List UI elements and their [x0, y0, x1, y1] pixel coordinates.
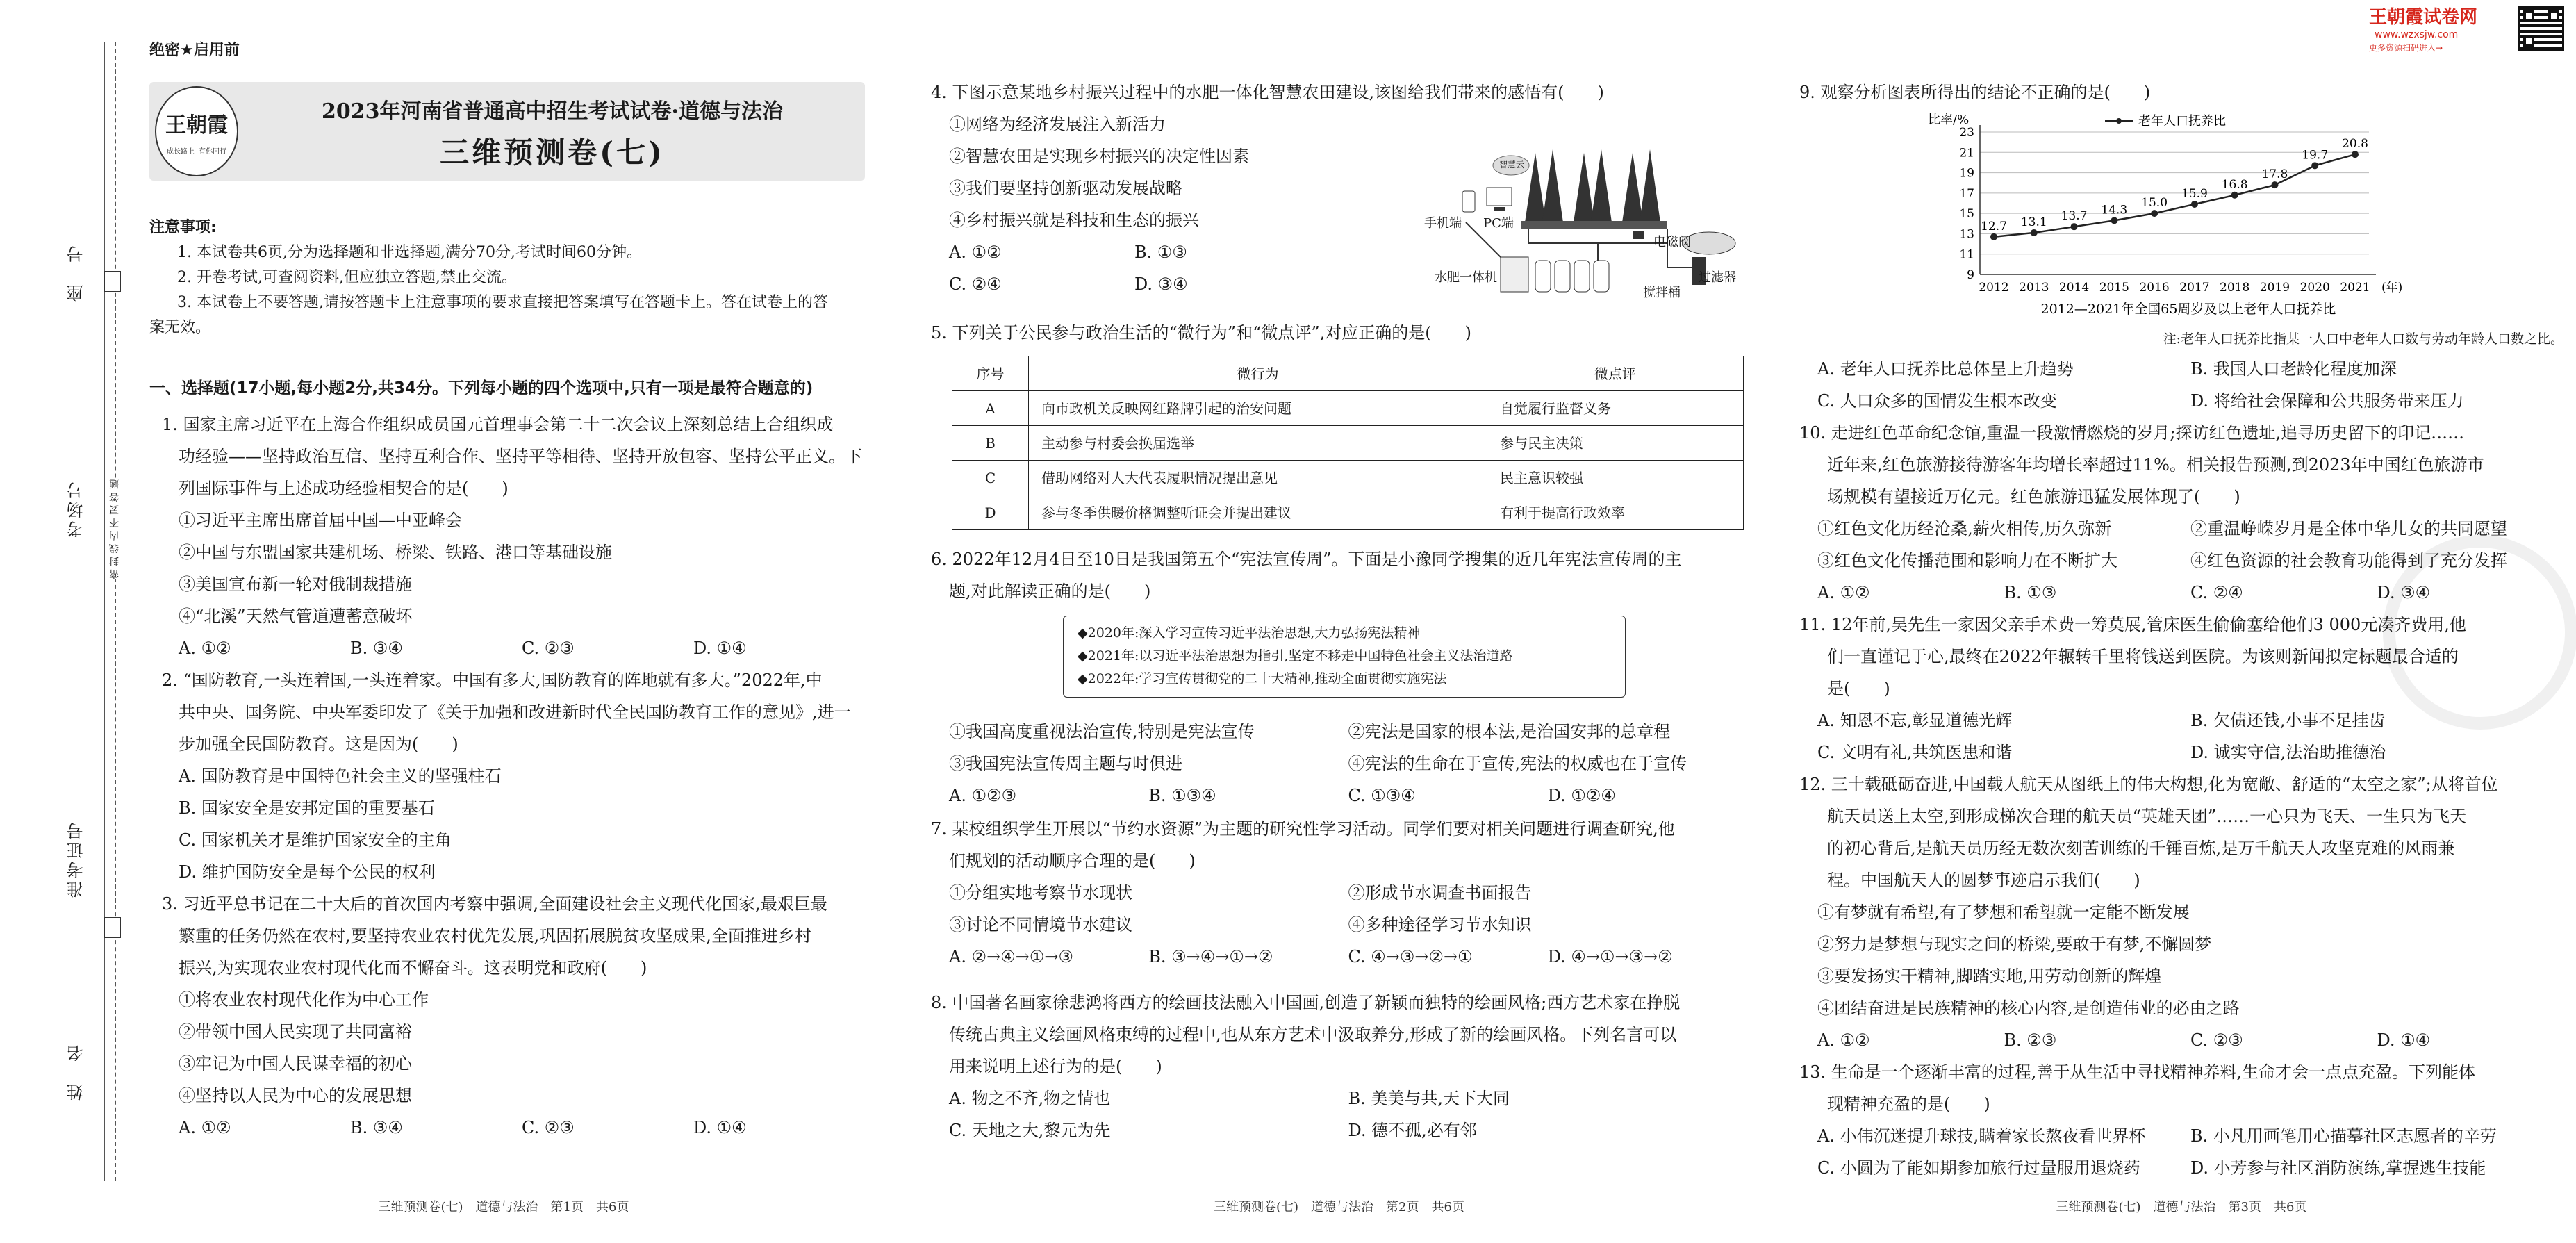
chart-point [2271, 181, 2278, 188]
figure-label-tank: 搅拌桶 [1643, 286, 1681, 300]
chart-x-tick: 2012 [1979, 281, 2009, 295]
chart-legend-marker [2116, 118, 2122, 124]
chart-y-tick: 19 [1959, 166, 1974, 181]
q2-line: 2. “国防教育,一头连着国,一头连着家。中国有多大,国防教育的阵地就有多大。”2022年,中 [162, 670, 823, 690]
logo-tag-left: 成长路上 [167, 148, 195, 156]
q8-line: 用来说明上述行为的是( ) [949, 1057, 1162, 1076]
q7-item: ②形成节水调查书面报告 [1348, 883, 1532, 903]
figure-label-phone: 手机端 [1424, 216, 1462, 231]
question-1 [149, 409, 865, 664]
q1-item: ③美国宣布新一轮对俄制裁措施 [179, 575, 412, 594]
q5-cell: C [952, 461, 1029, 495]
chart-y-tick: 15 [1959, 207, 1974, 222]
q1-item: ④“北溪”天然气管道遭蓄意破坏 [179, 607, 413, 626]
population-chart [1924, 111, 2411, 320]
chart-x-tick: 2020 [2300, 281, 2330, 295]
q13-line: 现精神充盈的是( ) [1827, 1094, 1990, 1114]
q4-line: 4. 下图示意某地乡村振兴过程中的水肥一体化智慧农田建设,该图给我们带来的感悟有( ) [931, 83, 1604, 102]
question-9-options [1799, 353, 2563, 417]
chart-series-line [1994, 154, 2355, 237]
q3-item: ④坚持以人民为中心的发展思想 [179, 1086, 412, 1105]
chart-x-tick: 2019 [2259, 281, 2290, 295]
chart-data-label: 14.3 [2101, 203, 2128, 217]
q11-option-a[interactable]: A. 知恩不忘,彰显道德光辉 [1817, 711, 2013, 730]
q3-option-a[interactable]: A. ①② [179, 1118, 231, 1137]
q6-option-b[interactable]: B. ①③④ [1148, 786, 1216, 805]
q12-line: 12. 三十载砥砺奋进,中国载人航天从图纸上的伟大构想,化为宽敞、舒适的“太空之家”;从将首位 [1799, 775, 2498, 794]
pc-icon [1487, 188, 1512, 211]
q4-item: ②智慧农田是实现乡村振兴的决定性因素 [949, 147, 1249, 166]
q8-option-a[interactable]: A. 物之不齐,物之情也 [949, 1089, 1111, 1108]
q6-line: 题,对此解读正确的是( ) [949, 582, 1151, 601]
chart-x-tick: 2014 [2058, 281, 2090, 295]
chart-data-label: 15.9 [2181, 186, 2208, 201]
logo-text: 王朝霞 [165, 113, 228, 138]
q5-header-behavior: 微行为 [1029, 356, 1487, 391]
note-item: 案无效。 [149, 319, 211, 336]
q12-item: ①有梦就有希望,有了梦想和希望就一定能不断发展 [1817, 903, 2190, 922]
q13-line: 13. 生命是一个逐渐丰富的过程,善于从生活中寻找精神养料,生命才会一点点充盈。下列能体 [1799, 1062, 2476, 1082]
brand-name: 王朝霞试卷网 [2369, 7, 2478, 28]
page-3-footer: 三维预测卷(七) 道德与法治 第3页 共6页 [2056, 1200, 2307, 1215]
q1-option-c[interactable]: C. ②③ [522, 639, 575, 658]
qr-code-icon[interactable] [2518, 6, 2564, 51]
chart-y-label: 比率/% [1928, 113, 1970, 127]
q6-item: ①我国高度重视法治宣传,特别是宪法宣传 [949, 722, 1255, 741]
chart-x-tick: 2021 [2340, 281, 2370, 295]
q12-item: ③要发扬实干精神,脚踏实地,用劳动创新的辉煌 [1817, 966, 2162, 986]
q11-option-d[interactable]: D. 诚实守信,法治助推德治 [2190, 743, 2386, 762]
q7-option-c[interactable]: C. ④→③→②→① [1348, 947, 1473, 966]
q5-cell: D [952, 495, 1029, 530]
q6-box-line: ◆2022年:学习宣传贯彻党的二十大精神,推动全面贯彻实施宪法 [1078, 671, 1447, 686]
q4-option-c[interactable]: C. ②④ [949, 274, 1002, 294]
q10-option-a[interactable]: A. ①② [1817, 583, 1870, 602]
figure-label-cloud: 智慧云 [1499, 160, 1525, 170]
q5-table-wrap [952, 356, 1744, 530]
q5-cell: 自觉履行监督义务 [1487, 391, 1744, 426]
q12-item: ④团结奋进是民族精神的核心内容,是创造伟业的必由之路 [1817, 998, 2240, 1018]
note-item: 2. 开卷考试,可查阅资料,但应独立答题,禁止交流。 [177, 269, 517, 286]
chart-y-tick: 13 [1959, 227, 1974, 242]
exam-title: 2023年河南省普通高中招生考试试卷·道德与法治 [322, 99, 783, 124]
q8-option-c[interactable]: C. 天地之大,黎元为先 [949, 1121, 1111, 1140]
exam-subtitle: 三维预测卷(七) [440, 135, 665, 170]
chart-point [2111, 217, 2117, 224]
q6-option-a[interactable]: A. ①②③ [949, 786, 1017, 805]
table-row [952, 461, 1744, 495]
q3-line: 繁重的任务仍然在农村,要坚持农业农村优先发展,巩固拓展脱贫攻坚成果,全面推进乡村 [179, 926, 811, 946]
q12-line: 的初心背后,是航天员历经无数次刻苦训练的千锤百炼,是万千航天人攻坚克难的风雨兼 [1827, 839, 2455, 858]
q7-item: ①分组实地考察节水现状 [949, 883, 1132, 903]
q5-cell: 参与冬季供暖价格调整听证会并提出建议 [1029, 495, 1487, 530]
q6-option-d[interactable]: D. ①②④ [1547, 786, 1616, 805]
figure-label-filter: 过滤器 [1699, 270, 1736, 285]
page-2 [931, 0, 1747, 1243]
page-1-footer: 三维预测卷(七) 道德与法治 第1页 共6页 [378, 1200, 629, 1215]
q6-box-line: ◆2021年:以习近平法治思想为指引,坚定不移走中国特色社会主义法治道路 [1078, 648, 1513, 664]
q7-option-d[interactable]: D. ④→①→③→② [1547, 947, 1673, 966]
q5-cell: 民主意识较强 [1487, 461, 1744, 495]
q5-cell: 有利于提高行政效率 [1487, 495, 1744, 530]
q10-line: 近年来,红色旅游接待游客年均增长率超过11%。相关报告预测,到2023年中国红色旅游市 [1827, 455, 2484, 475]
seat-box[interactable] [104, 271, 121, 292]
q12-option-d[interactable]: D. ①④ [2377, 1030, 2431, 1050]
chart-y-tick: 11 [1959, 247, 1974, 262]
chart-x-tick: 2016 [2139, 281, 2170, 295]
binding-dashed-line [115, 42, 116, 1181]
q9-note: 注:老年人口抚养比指某一人口中老年人口数与劳动年龄人口数之比。 [2163, 331, 2563, 347]
q11-line: 是( ) [1827, 679, 1890, 698]
valve-icon [1633, 231, 1644, 239]
q12-option-b[interactable]: B. ②③ [2004, 1030, 2057, 1050]
q9-option-b[interactable]: B. 我国人口老龄化程度加深 [2190, 359, 2397, 379]
q6-item: ②宪法是国家的根本法,是治国安邦的总章程 [1348, 722, 1671, 741]
q4-option-a[interactable]: A. ①② [949, 242, 1002, 262]
q8-line: 传统古典主义绘画风格束缚的过程中,也从东方艺术中汲取养分,形成了新的绘画风格。下列名言可以 [949, 1025, 1677, 1044]
page-2-footer: 三维预测卷(七) 道德与法治 第2页 共6页 [1214, 1200, 1464, 1215]
q6-box-line: ◆2020年:深入学习宣传习近平法治思想,大力弘扬宪法精神 [1078, 625, 1421, 641]
figure-label-valve: 电磁阀 [1653, 235, 1691, 249]
q4-item: ①网络为经济发展注入新活力 [949, 115, 1166, 134]
q7-option-a[interactable]: A. ②→④→①→③ [949, 947, 1073, 966]
chart-point [2352, 151, 2359, 158]
q12-item: ②努力是梦想与现实之间的桥梁,要敢于有梦,不懈圆梦 [1817, 935, 2212, 954]
q2-option-c[interactable]: C. 国家机关才是维护国家安全的主角 [179, 830, 452, 850]
chart-x-tick: 2018 [2220, 281, 2250, 295]
q10-option-c[interactable]: C. ②④ [2190, 583, 2243, 602]
note-item: 1. 本试卷共6页,分为选择题和非选择题,满分70分,考试时间60分钟。 [177, 244, 642, 261]
question-2 [149, 664, 865, 888]
question-10 [1799, 417, 2563, 609]
q8-line: 8. 中国著名画家徐悲鸿将西方的绘画技法融入中国画,创造了新颖而独特的绘画风格;西方艺术家在挣脱 [931, 993, 1681, 1012]
question-7 [931, 813, 1747, 973]
q13-option-b[interactable]: B. 小凡用画笔用心描摹社区志愿者的辛劳 [2190, 1126, 2497, 1146]
smart-farm-figure [1424, 146, 1744, 302]
chart-data-label: 13.7 [2061, 209, 2088, 224]
q5-header-seq: 序号 [952, 356, 1029, 391]
question-6 [931, 543, 1747, 607]
page-1 [139, 0, 868, 1243]
plant-rows [1525, 149, 1660, 222]
q3-item: ②带领中国人民实现了共同富裕 [179, 1022, 412, 1042]
q7-item: ④多种途径学习节水知识 [1348, 915, 1532, 935]
machine-icon [1501, 257, 1528, 292]
binding-margin [0, 0, 125, 1243]
q3-item: ①将农业农村现代化作为中心工作 [179, 990, 429, 1010]
q7-option-b[interactable]: B. ③→④→①→② [1148, 947, 1273, 966]
seal-text: 密 封 线 内 不 要 答 题 [109, 479, 120, 579]
q1-line: 列国际事件与上述成功经验相契合的是( ) [179, 479, 509, 498]
q10-line: 10. 走进红色革命纪念馆,重温一段激情燃烧的岁月;探访红色遗址,追寻历史留下的印记…… [1799, 423, 2465, 443]
phone-icon [1462, 191, 1475, 212]
q2-option-a[interactable]: A. 国防教育是中国特色社会主义的坚强柱石 [179, 766, 502, 786]
q11-line: 们一直谨记于心,最终在2022年辗转千里将钱送到医院。为该则新闻拟定标题最合适的 [1827, 647, 2459, 666]
q13-option-d[interactable]: D. 小芳参与社区消防演练,掌握逃生技能 [2190, 1158, 2486, 1178]
q2-line: 步加强全民国防教育。这是因为( ) [179, 734, 459, 754]
q4-option-d[interactable]: D. ③④ [1134, 274, 1188, 294]
q2-option-d[interactable]: D. 维护国防安全是每个公民的权利 [179, 862, 436, 882]
brand-url: www.wzxsjw.com [2375, 29, 2459, 40]
q5-cell: A [952, 391, 1029, 426]
q3-item: ③牢记为中国人民谋幸福的初心 [179, 1054, 412, 1073]
figure-label-pc: PC端 [1483, 216, 1514, 231]
q5-cell: 借助网络对人大代表履职情况提出意见 [1029, 461, 1487, 495]
q11-option-b[interactable]: B. 欠债还钱,小事不足挂齿 [2190, 711, 2386, 730]
chart-y-tick: 21 [1959, 146, 1974, 160]
brand-banner [2369, 4, 2570, 60]
q11-option-c[interactable]: C. 文明有礼,共筑医患和谐 [1817, 743, 2013, 762]
chart-y-tick: 9 [1967, 268, 1974, 282]
q6-line: 6. 2022年12月4日至10日是我国第五个“宪法宣传周”。下面是小豫同学搜集的近几年宪法宣传周的主 [931, 550, 1682, 569]
q10-item: ③红色文化传播范围和影响力在不断扩大 [1817, 551, 2117, 570]
chart-y-tick: 23 [1959, 126, 1974, 140]
room-label: 考场号 [67, 479, 86, 538]
question-3 [149, 888, 865, 1144]
q5-table [952, 356, 1744, 530]
q10-item: ②重温峥嵘岁月是全体中华儿女的共同愿望 [2190, 519, 2507, 538]
chart-data-label: 16.8 [2221, 177, 2248, 192]
chart-data-label: 19.7 [2302, 148, 2329, 163]
q9-stem: 9. 观察分析图表所得出的结论不正确的是( ) [1799, 83, 2151, 102]
chart-data-label: 12.7 [1981, 219, 2007, 233]
q7-line: 7. 某校组织学生开展以“节约水资源”为主题的研究性学习活动。同学们要对相关问题进行调查研究,他 [931, 819, 1675, 839]
note-item: 3. 本试卷上不要答题,请按答题卡上注意事项的要求直接把答案填写在答题卡上。答在试卷上的答 [177, 294, 828, 311]
q10-option-b[interactable]: B. ①③ [2004, 583, 2057, 602]
q9-option-c[interactable]: C. 人口众多的国情发生根本改变 [1817, 391, 2057, 411]
q5-cell: B [952, 426, 1029, 461]
chart-y-tick: 17 [1959, 186, 1974, 201]
ticket-box[interactable] [104, 917, 121, 938]
q1-option-d[interactable]: D. ①④ [693, 639, 747, 658]
figure-label-machine: 水肥一体机 [1435, 268, 1497, 287]
confidential-label: 绝密★启用前 [149, 42, 240, 59]
q12-option-c[interactable]: C. ②③ [2190, 1030, 2243, 1050]
q7-line: 们规划的活动顺序合理的是( ) [949, 851, 1196, 871]
chart-point [2151, 210, 2158, 217]
q1-option-b[interactable]: B. ③④ [350, 639, 403, 658]
q7-item: ③讨论不同情境节水建议 [949, 915, 1132, 935]
table-row [952, 391, 1744, 426]
chart-x-tick: 2015 [2099, 281, 2129, 295]
q1-line: 功经验——坚持政治互信、坚持互利合作、坚持平等相待、坚持开放包容、坚持公平正义。下 [179, 447, 862, 466]
q4-item: ③我们要坚持创新驱动发展战略 [949, 179, 1182, 198]
q6-theme-box [1063, 616, 1626, 698]
q4-option-b[interactable]: B. ①③ [1134, 242, 1187, 262]
q4-item: ④乡村振兴就是科技和生态的振兴 [949, 211, 1199, 230]
chart-x-label: (年) [2381, 281, 2403, 295]
question-8 [931, 987, 1747, 1146]
name-label: 姓 名 [67, 1042, 86, 1101]
chart-title: 2012—2021年全国65周岁及以上老年人口抚养比 [2040, 302, 2336, 317]
q5-cell: 向市政机关反映网红路牌引起的治安问题 [1029, 391, 1487, 426]
chart-data-label: 13.1 [2020, 215, 2047, 229]
chart-point [2231, 192, 2238, 199]
q1-option-a[interactable]: A. ①② [179, 639, 231, 658]
q5-header-comment: 微点评 [1487, 356, 1744, 391]
q1-line: 1. 国家主席习近平在上海合作组织成员国元首理事会第二十二次会议上深刻总结上合组织成 [162, 415, 834, 434]
table-row [952, 426, 1744, 461]
q10-line: 场规模有望接近万亿元。红色旅游迅猛发展体现了( ) [1827, 487, 2240, 507]
chart-x-tick: 2013 [2019, 281, 2049, 295]
q5-cell: 参与民主决策 [1487, 426, 1744, 461]
chart-data-label: 17.8 [2261, 167, 2288, 182]
brand-slogan: 更多资源扫码进入→ [2369, 43, 2443, 53]
question-9 [1799, 76, 2563, 108]
q5-stem: 5. 下列关于公民参与政治生活的“微行为”和“微点评”,对应正确的是( ) [931, 323, 1471, 343]
q6-item: ④宪法的生命在于宣传,宪法的权威也在于宣传 [1348, 754, 1687, 773]
q6-option-c[interactable]: C. ①③④ [1348, 786, 1416, 805]
chart-point [1990, 233, 1997, 240]
chart-point [2031, 229, 2038, 236]
question-13 [1799, 1056, 2563, 1184]
ticket-label: 准考证号 [67, 820, 86, 898]
q1-item: ②中国与东盟国家共建机场、桥梁、铁路、港口等基础设施 [179, 543, 612, 562]
q13-option-c[interactable]: C. 小圆为了能如期参加旅行过量服用退烧药 [1817, 1158, 2140, 1178]
tank-icons [1535, 261, 1609, 292]
q2-line: 共中央、国务院、中央军委印发了《关于加强和改进新时代全民国防教育工作的意见》,进一 [179, 702, 851, 722]
q13-option-a[interactable]: A. 小伟沉迷提升球技,瞒着家长熬夜看世界杯 [1817, 1126, 2146, 1146]
chart-point [2311, 162, 2318, 169]
table-row [952, 495, 1744, 530]
chart-x-tick: 2017 [2179, 281, 2210, 295]
chart-legend-label: 老年人口抚养比 [2138, 114, 2226, 129]
chart-point [2071, 223, 2078, 230]
question-12 [1799, 768, 2563, 1056]
q8-option-d[interactable]: D. 德不孤,必有邻 [1348, 1121, 1477, 1140]
brand-logo [155, 86, 238, 176]
question-5 [931, 317, 1747, 349]
question-11 [1799, 609, 2563, 768]
q10-item: ①红色文化历经沧桑,薪火相传,历久弥新 [1817, 519, 2112, 538]
q12-line: 航天员送上太空,到形成梯次合理的航天员“英雄天团”……一心只为飞天、一生只为飞天 [1827, 807, 2467, 826]
q9-option-a[interactable]: A. 老年人口抚养比总体呈上升趋势 [1817, 359, 2074, 379]
q10-option-d[interactable]: D. ③④ [2377, 583, 2431, 602]
q3-option-d[interactable]: D. ①④ [693, 1118, 747, 1137]
notes-title: 注意事项: [149, 219, 217, 236]
q1-item: ①习近平主席出席首届中国—中亚峰会 [179, 511, 462, 530]
chart-svg [1924, 111, 2411, 320]
q2-option-b[interactable]: B. 国家安全是安邦定国的重要基石 [179, 798, 435, 818]
binding-solid-line [104, 42, 105, 1181]
exam-header [149, 82, 865, 181]
seat-label: 座 号 [67, 243, 86, 302]
q5-cell: 主动参与村委会换届选举 [1029, 426, 1487, 461]
q3-option-b[interactable]: B. ③④ [350, 1118, 403, 1137]
q12-option-a[interactable]: A. ①② [1817, 1030, 1870, 1050]
q3-option-c[interactable]: C. ②③ [522, 1118, 575, 1137]
section-1-title: 一、选择题(17小题,每小题2分,共34分。下列每小题的四个选项中,只有一项是最符合题意的) [149, 379, 814, 397]
chart-data-label: 15.0 [2141, 196, 2168, 211]
q3-line: 振兴,为实现农业农村现代化而不懈奋斗。这表明党和政府( ) [179, 958, 647, 978]
q3-line: 3. 习近平总书记在二十大后的首次国内考察中强调,全面建设社会主义现代化国家,最艰巨最 [162, 894, 827, 914]
q12-line: 程。中国航天人的圆梦事迹启示我们( ) [1827, 871, 2140, 890]
q10-item: ④红色资源的社会教育功能得到了充分发挥 [2190, 551, 2507, 570]
chart-data-label: 20.8 [2342, 137, 2368, 151]
chart-point [2191, 201, 2198, 208]
q8-option-b[interactable]: B. 美美与共,天下大同 [1348, 1089, 1510, 1108]
q6-item: ③我国宪法宣传周主题与时俱进 [949, 754, 1182, 773]
field-base [1521, 221, 1667, 229]
logo-tag-right: 有你同行 [199, 148, 226, 156]
q9-option-d[interactable]: D. 将给社会保障和公共服务带来压力 [2190, 391, 2464, 411]
notes [149, 215, 865, 340]
page-3 [1799, 0, 2570, 1243]
q11-line: 11. 12年前,吴先生一家因父亲手术费一筹莫展,管床医生偷偷塞给他们3 000元凑齐费用,他 [1799, 615, 2466, 634]
question-6-items [931, 716, 1747, 812]
